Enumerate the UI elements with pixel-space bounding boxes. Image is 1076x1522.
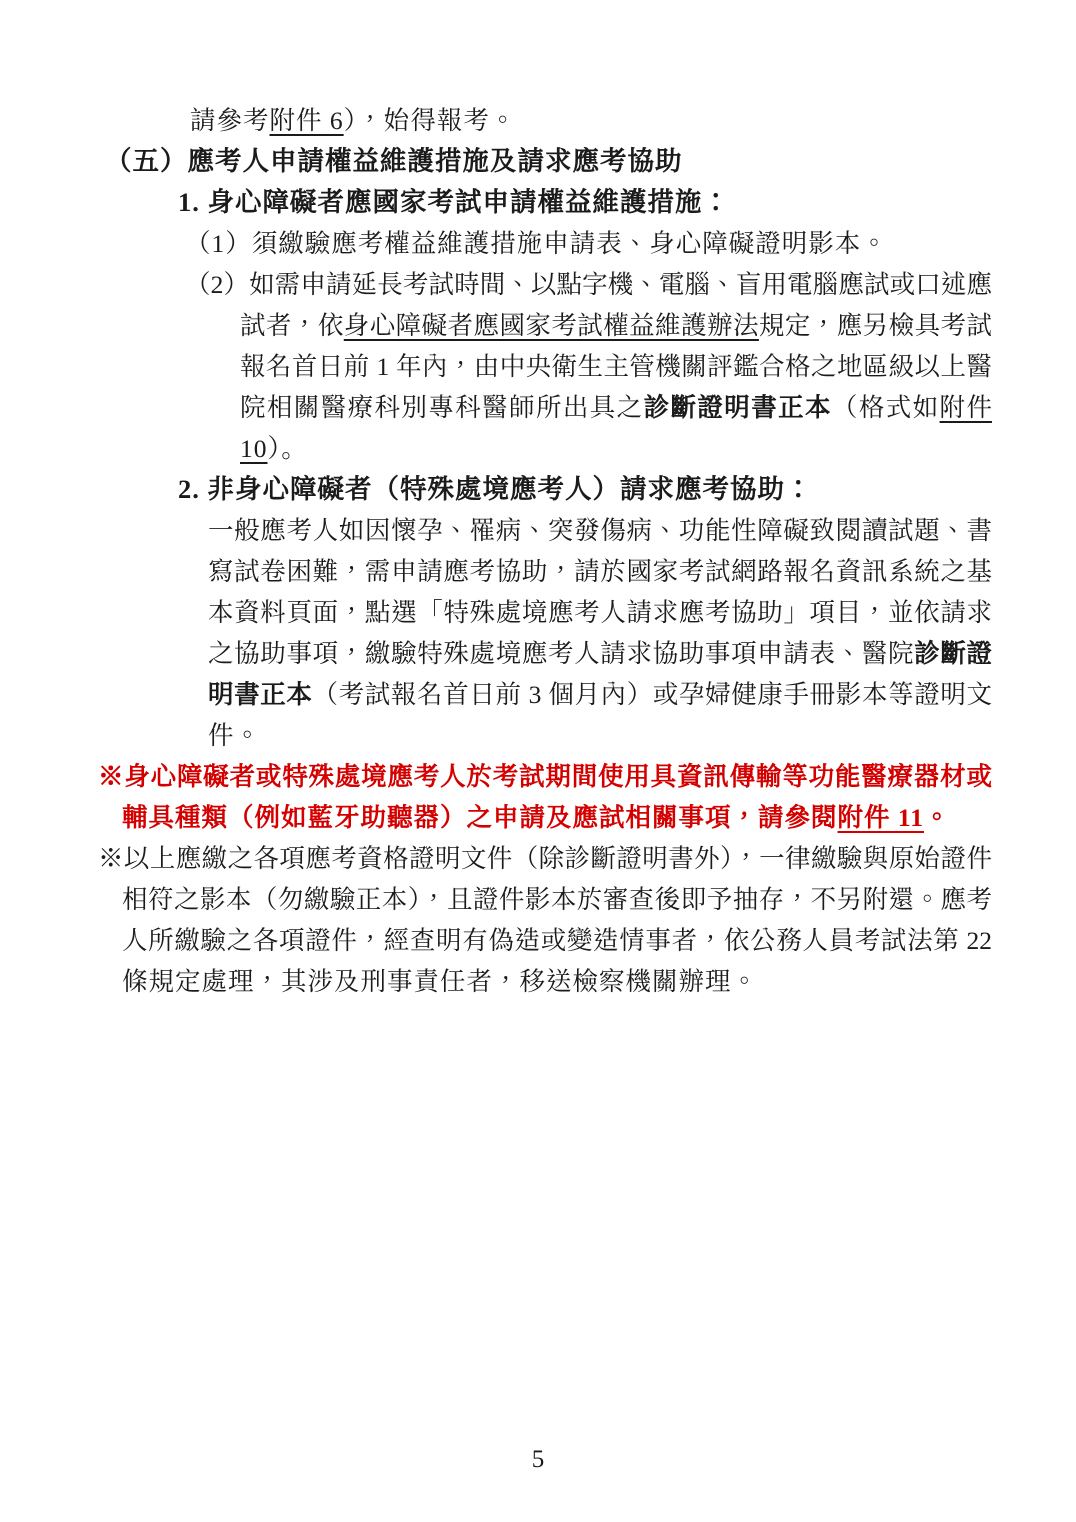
black-note-text: 以上應繳之各項應考資格證明文件（除診斷證明書外），一律繳驗與原始證件 bbox=[123, 844, 992, 873]
clause-1-line: （1）須繳驗應考權益維護措施申請表、身心障礙證明影本。 bbox=[185, 229, 888, 258]
red-note-line-1 bbox=[98, 756, 992, 797]
assist-text: 之協助事項，繳驗特殊處境應考人請求協助事項申請表、醫院 bbox=[208, 639, 915, 668]
assist-para-line-5 bbox=[208, 674, 992, 715]
clause-2-text: 試者，依 bbox=[240, 311, 344, 340]
assist-para-line-2: 寫試卷困難，需申請應考協助，請於國家考試網路報名資訊系統之基 bbox=[208, 557, 992, 586]
intro-text-post: ），始得報考。 bbox=[343, 106, 517, 135]
law-title-ref: 身心障礙者應國家考試權益維護辦法 bbox=[343, 311, 759, 340]
intro-line bbox=[190, 100, 1076, 141]
note-marker-icon: ※ bbox=[98, 844, 124, 873]
black-note-line-2: 相符之影本（勿繳驗正本），且證件影本於審查後即予抽存，不另附還。應考 bbox=[122, 885, 992, 914]
diagnosis-original-bold-start: 診斷證 bbox=[914, 639, 992, 668]
clause-2-line-4 bbox=[240, 387, 992, 428]
note-marker-icon: ※ bbox=[98, 762, 125, 791]
clause-2-line-1: （2）如需申請延長考試時間、以點字機、電腦、盲用電腦應試或口述應 bbox=[185, 270, 992, 299]
assist-para-line-1: 一般應考人如因懷孕、罹病、突發傷病、功能性障礙致閱讀試題、書 bbox=[208, 516, 992, 545]
assist-para-line-6: 件。 bbox=[208, 721, 262, 750]
assist-para-line-3: 本資料頁面，點選「特殊處境應考人請求應考協助」項目，並依請求 bbox=[208, 598, 992, 627]
red-note-line-2 bbox=[122, 797, 1076, 838]
red-note-text: 。 bbox=[923, 803, 951, 832]
black-note-line-3: 人所繳驗之各項證件，經查明有偽造或變造情事者，依公務人員考試法第 22 bbox=[122, 926, 992, 955]
document-page bbox=[0, 100, 1076, 1002]
attachment-10-ref-part2: 10 bbox=[240, 434, 268, 463]
clause-2-text: 規定，應另檢具考試 bbox=[758, 311, 992, 340]
page-number: 5 bbox=[531, 1446, 545, 1473]
sub-item-1-heading: 1. 身心障礙者應國家考試申請權益維護措施： bbox=[178, 187, 730, 217]
attachment-10-ref-part1: 附件 bbox=[939, 393, 992, 422]
clause-2-text: 院相關醫療科別專科醫師所出具之 bbox=[240, 393, 644, 422]
clause-2-line-2 bbox=[240, 305, 992, 346]
section-5-heading: （五）應考人申請權益維護措施及請求應考協助 bbox=[105, 146, 683, 176]
clause-2-line-3: 報名首日前 1 年內，由中央衛生主管機關評鑑合格之地區級以上醫 bbox=[240, 352, 992, 381]
clause-2-text: ）。 bbox=[267, 434, 308, 463]
red-note-text: 身心障礙者或特殊處境應考人於考試期間使用具資訊傳輸等功能醫療器材或 bbox=[124, 762, 992, 791]
black-note-line-1 bbox=[98, 838, 992, 879]
sub-item-2-heading: 2. 非身心障礙者（特殊處境應考人）請求應考協助： bbox=[178, 474, 813, 504]
attachment-11-ref: 附件 11 bbox=[837, 803, 924, 832]
assist-para-line-4 bbox=[208, 633, 992, 674]
clause-2-text: （格式如 bbox=[831, 393, 940, 422]
black-note-line-4: 條規定處理，其涉及刑事責任者，移送檢察機關辦理。 bbox=[122, 967, 759, 996]
clause-2-line-5 bbox=[240, 428, 1076, 469]
diagnosis-original-bold-end: 明書正本 bbox=[208, 680, 313, 709]
intro-text-pre: 請參考 bbox=[190, 106, 270, 135]
red-note-text: 輔具種類（例如藍牙助聽器）之申請及應試相關事項，請參閱 bbox=[122, 803, 838, 832]
assist-text: （考試報名首日前 3 個月內）或孕婦健康手冊影本等證明文 bbox=[312, 680, 992, 709]
attachment-6-ref: 附件 6 bbox=[269, 106, 344, 135]
diagnosis-original-bold: 診斷證明書正本 bbox=[643, 393, 832, 422]
